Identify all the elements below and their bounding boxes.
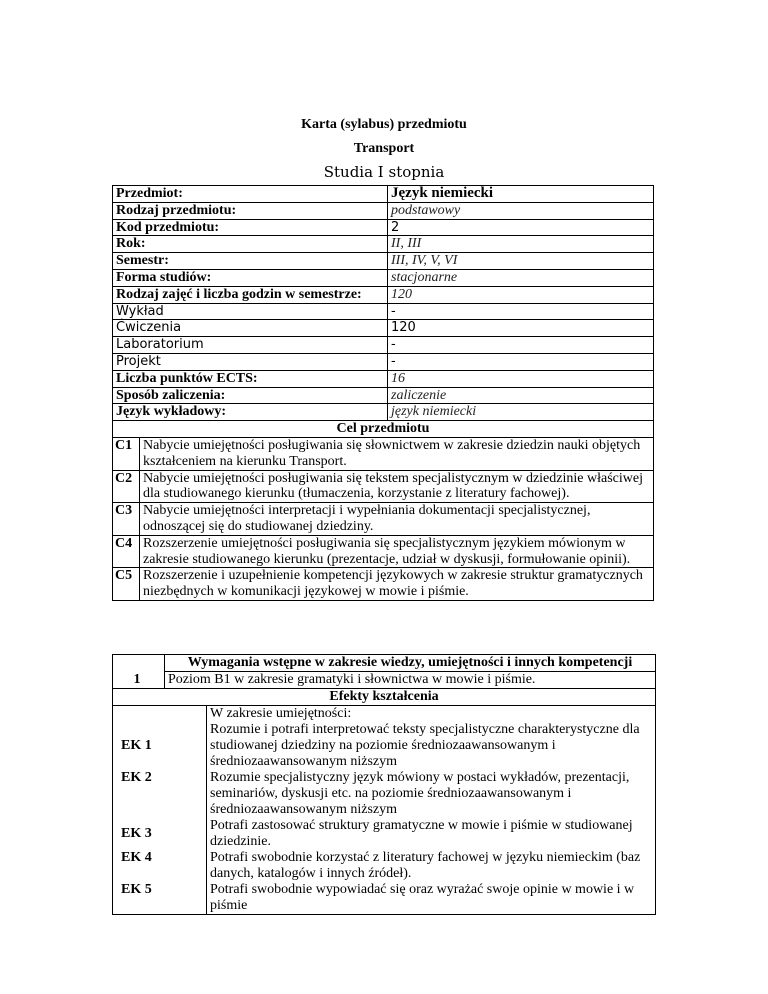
objective-text: Nabycie umiejętności posługiwania się tekstem specjalistycznym w dziedzinie właściwej dla studiowanego kierunku (tłumaczenia, korzystanie z literatury fachowej). <box>140 470 654 503</box>
study-level: Studia I stopnia <box>323 163 445 181</box>
info-value: III, IV, V, VI <box>388 253 654 270</box>
info-value: - <box>388 303 654 320</box>
info-value: 16 <box>388 370 654 387</box>
outcomes-intro: W zakresie umiejętności: <box>207 706 656 723</box>
info-row <box>113 387 654 404</box>
info-value: zaliczenie <box>388 387 654 404</box>
objective-row <box>113 437 653 470</box>
requirements-table <box>112 654 656 689</box>
info-row <box>113 219 654 236</box>
info-label: Forma studiów: <box>113 269 388 286</box>
outcome-text: Potrafi zastosować struktury gramatyczne w mowie i piśmie w studiowanej dziedzinie. <box>207 818 656 850</box>
info-label: Sposób zaliczenia: <box>113 387 388 404</box>
info-row <box>113 236 654 253</box>
outcome-row <box>113 818 656 850</box>
document-subtitle: Transport <box>353 141 415 156</box>
outcomes-heading: Efekty kształcenia <box>113 689 656 706</box>
objective-text: Nabycie umiejętności posługiwania się słownictwem w zakresie dziedzin nauki objętych kształceniem na kierunku Transport. <box>140 437 654 470</box>
info-label: Wykład <box>113 303 388 320</box>
info-value: stacjonarne <box>388 269 654 286</box>
info-value: język niemiecki <box>388 404 654 421</box>
info-row <box>113 303 654 320</box>
outcome-code: EK 1 <box>113 722 207 770</box>
info-row <box>113 320 654 337</box>
info-row <box>113 269 654 286</box>
objective-row <box>113 470 653 503</box>
objective-text: Nabycie umiejętności interpretacji i wypełniania dokumentacji specjalistycznej, odnoszącej się do studiowanej dziedziny. <box>140 503 654 536</box>
outcome-row <box>113 770 656 818</box>
requirements-heading: Wymagania wstępne w zakresie wiedzy, umiejętności i innych kompetencji <box>165 655 656 672</box>
objectives-table <box>113 421 653 600</box>
info-label: Kod przedmiotu: <box>113 219 388 236</box>
outcome-code: EK 3 <box>113 818 207 850</box>
outcome-row <box>113 850 656 882</box>
objective-row <box>113 568 653 600</box>
info-label: Ćwiczenia <box>113 320 388 337</box>
info-label: Projekt <box>113 353 388 370</box>
objective-code: C3 <box>113 503 140 536</box>
info-row <box>113 253 654 270</box>
outcome-text: Rozumie specjalistyczny język mówiony w postaci wykładów, prezentacji, seminariów, dyskusji etc. na poziomie średniozaawansowanym i średniozaawansowanym niższym <box>207 770 656 818</box>
info-value: - <box>388 353 654 370</box>
outcome-row <box>113 882 656 915</box>
outcome-code: EK 5 <box>113 882 207 915</box>
objective-text: Rozszerzenie i uzupełnienie kompetencji językowych w zakresie struktur gramatycznych niezbędnych w komunikacji językowej w mowie i piśmie. <box>140 568 654 600</box>
objective-code: C5 <box>113 568 140 600</box>
objective-row <box>113 535 653 568</box>
info-row <box>113 186 654 203</box>
requirement-text: Poziom B1 w zakresie gramatyki i słownictwa w mowie i piśmie. <box>165 672 656 689</box>
info-label: Rodzaj przedmiotu: <box>113 202 388 219</box>
info-value: Język niemiecki <box>388 186 654 203</box>
outcome-text: Potrafi swobodnie korzystać z literatury fachowej w języku niemieckim (baz danych, katalogów i innych źródeł). <box>207 850 656 882</box>
info-row <box>113 286 654 303</box>
outcome-text: Potrafi swobodnie wypowiadać się oraz wyrażać swoje opinie w mowie i w piśmie <box>207 882 656 915</box>
info-value: 120 <box>388 286 654 303</box>
info-label: Rok: <box>113 236 388 253</box>
info-value: II, III <box>388 236 654 253</box>
objective-row <box>113 503 653 536</box>
info-label: Język wykładowy: <box>113 404 388 421</box>
info-row <box>113 353 654 370</box>
info-value: - <box>388 337 654 354</box>
info-row <box>113 370 654 387</box>
objectives-heading: Cel przedmiotu <box>113 421 653 437</box>
info-label: Przedmiot: <box>113 186 388 203</box>
info-row <box>113 337 654 354</box>
info-row <box>113 202 654 219</box>
info-label: Rodzaj zajęć i liczba godzin w semestrze: <box>113 286 388 303</box>
info-label: Laboratorium <box>113 337 388 354</box>
objective-text: Rozszerzenie umiejętności posługiwania się specjalistycznym językiem mówionym w zakresie studiowanego kierunku (prezentacje, udział w dyskusji, formułowanie opinii). <box>140 535 654 568</box>
info-row <box>113 404 654 421</box>
objective-code: C2 <box>113 470 140 503</box>
info-value: 2 <box>388 219 654 236</box>
objective-code: C1 <box>113 437 140 470</box>
outcomes-table <box>112 688 656 915</box>
info-label: Semestr: <box>113 253 388 270</box>
objective-code: C4 <box>113 535 140 568</box>
outcome-row <box>113 722 656 770</box>
info-label: Liczba punktów ECTS: <box>113 370 388 387</box>
outcome-code: EK 4 <box>113 850 207 882</box>
outcome-text: Rozumie i potrafi interpretować teksty specjalistyczne charakterystyczne dla studiowanej dziedziny na poziomie średniozaawansowanym i średniozaawansowanym niższym <box>207 722 656 770</box>
requirement-number: 1 <box>113 655 165 689</box>
course-info-table <box>112 185 654 601</box>
info-value: 120 <box>388 320 654 337</box>
info-value: podstawowy <box>388 202 654 219</box>
document-title: Karta (sylabus) przedmiotu <box>301 117 467 132</box>
outcome-code: EK 2 <box>113 770 207 818</box>
